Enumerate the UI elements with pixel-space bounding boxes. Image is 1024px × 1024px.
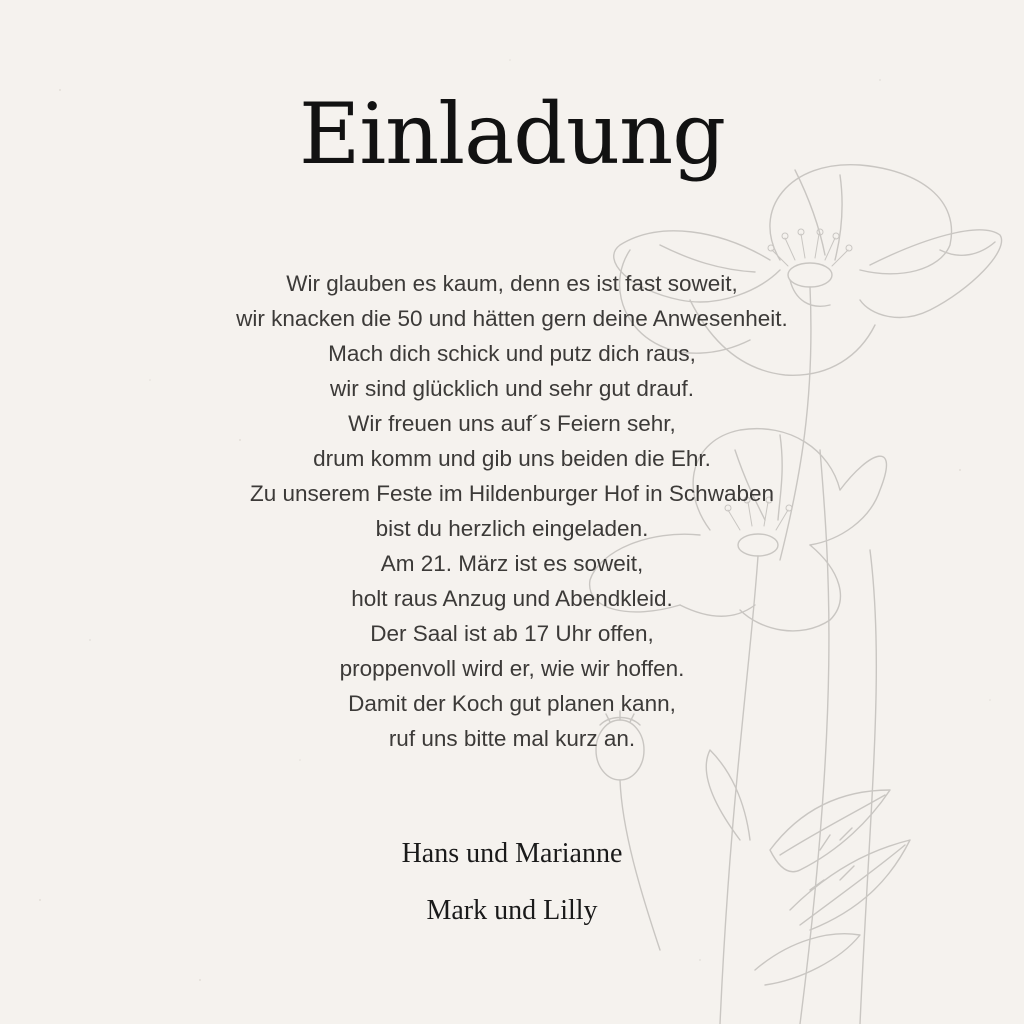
poem-line: Wir glauben es kaum, denn es ist fast soweit,: [286, 271, 738, 296]
poem-line: Mach dich schick und putz dich raus,: [328, 341, 696, 366]
poem-line: drum komm und gib uns beiden die Ehr.: [313, 446, 711, 471]
poem-line: bist du herzlich eingeladen.: [375, 516, 649, 541]
signature-mark-lilly: Mark und Lilly: [426, 895, 598, 926]
poem-line: holt raus Anzug und Abendkleid.: [351, 586, 673, 611]
poem-line: wir knacken die 50 und hätten gern deine Anwesenheit.: [236, 306, 788, 331]
poem-line: ruf uns bitte mal kurz an.: [388, 726, 636, 751]
signature-block: [0, 834, 1024, 948]
invitation-title: Einladung: [299, 85, 725, 183]
poem-line: wir sind glücklich und sehr gut drauf.: [330, 376, 694, 401]
signature-hans-marianne: Hans und Marianne: [401, 838, 623, 869]
invitation-poem: [0, 266, 1024, 756]
poem-line: Zu unserem Feste im Hildenburger Hof in Schwaben: [250, 481, 774, 506]
poem-line: Am 21. März ist es soweit,: [380, 551, 644, 576]
poem-line: proppenvoll wird er, wie wir hoffen.: [339, 656, 685, 681]
poem-line: Der Saal ist ab 17 Uhr offen,: [370, 621, 654, 646]
poem-line: Damit der Koch gut planen kann,: [348, 691, 676, 716]
poem-line: Wir freuen uns auf´s Feiern sehr,: [348, 411, 676, 436]
